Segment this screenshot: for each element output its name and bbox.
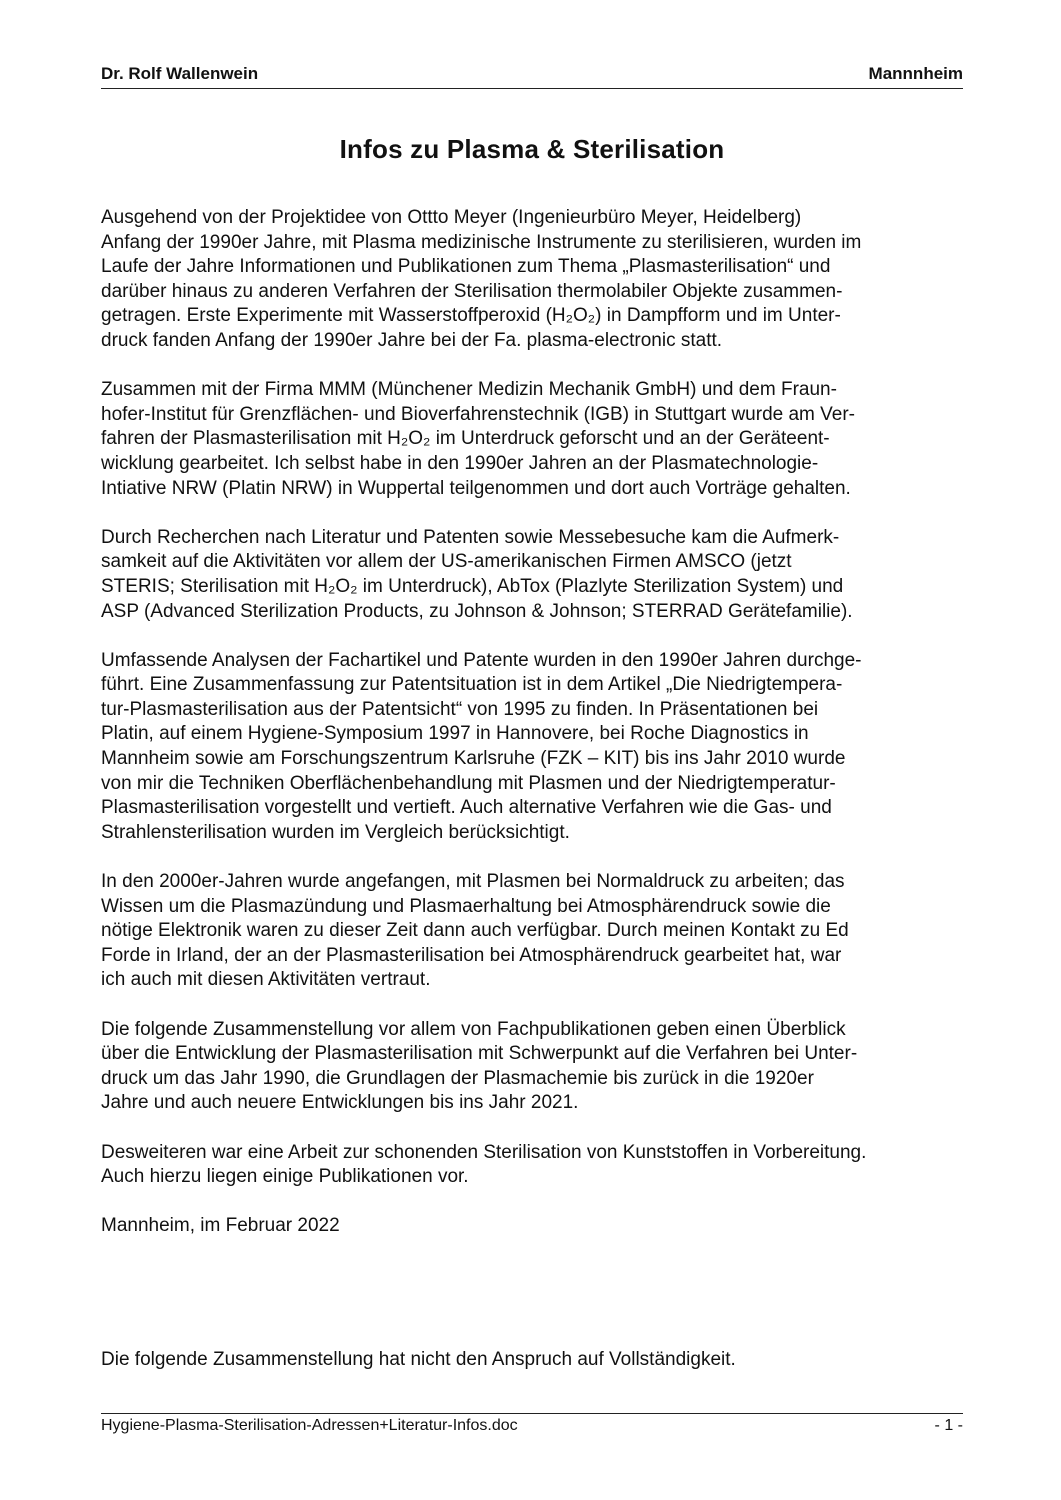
page-footer bbox=[101, 1413, 963, 1438]
text-line: druck fanden Anfang der 1990er Jahre bei der Fa. plasma-electronic statt. bbox=[101, 329, 723, 351]
text-line: STERIS; Sterilisation mit H₂O₂ im Unterdruck), AbTox (Plazlyte Sterilization System) und bbox=[101, 575, 844, 597]
text-line: von mir die Techniken Oberflächenbehandlung mit Plasmen und der Niedrigtemperatur- bbox=[101, 772, 836, 794]
text-line: druck um das Jahr 1990, die Grundlagen der Plasmachemie bis zurück in die 1920er bbox=[101, 1067, 814, 1089]
text-line: fahren der Plasmasterilisation mit H₂O₂ im Unterdruck geforscht und an der Geräteent- bbox=[101, 428, 830, 450]
text-line: Zusammen mit der Firma MMM (Münchener Medizin Mechanik GmbH) und dem Fraun- bbox=[101, 379, 837, 401]
text-line: Desweiteren war eine Arbeit zur schonenden Sterilisation von Kunststoffen in Vorbereitung. bbox=[101, 1141, 867, 1163]
paragraph bbox=[101, 526, 971, 624]
paragraph bbox=[101, 649, 971, 846]
text-line: Durch Recherchen nach Literatur und Patenten sowie Messebesuche kam die Aufmerk- bbox=[101, 526, 840, 548]
text-line: tur-Plasmasterilisation aus der Patentsicht“ von 1995 zu finden. In Präsentationen bei bbox=[101, 698, 819, 720]
text-line: darüber hinaus zu anderen Verfahren der Sterilisation thermolabiler Objekte zusammen- bbox=[101, 280, 843, 302]
text-line: über die Entwicklung der Plasmasterilisation mit Schwerpunkt auf die Verfahren bei Unter- bbox=[101, 1043, 858, 1065]
text-line: Jahre und auch neuere Entwicklungen bis ins Jahr 2021. bbox=[101, 1092, 579, 1114]
text-line: Ausgehend von der Projektidee von Ottto Meyer (Ingenieurbüro Meyer, Heidelberg) bbox=[101, 207, 802, 228]
text-line: Forde in Irland, der an der Plasmasterilisation bei Atmosphärendruck gearbeitet hat, war bbox=[101, 944, 842, 966]
text-line: nötige Elektronik waren zu dieser Zeit dann auch verfügbar. Durch meinen Kontakt zu Ed bbox=[101, 920, 849, 942]
text-line: Strahlensterilisation wurden im Vergleich berücksichtigt. bbox=[101, 821, 570, 843]
text-line: führt. Eine Zusammenfassung zur Patentsituation ist in dem Artikel „Die Niedrigtempera- bbox=[101, 674, 843, 696]
text-line: Platin, auf einem Hygiene-Symposium 1997 in Hannovere, bei Roche Diagnostics in bbox=[101, 723, 809, 745]
text-line: Auch hierzu liegen einige Publikationen vor. bbox=[101, 1166, 469, 1188]
text-line: Plasmasterilisation vorgestellt und vertieft. Auch alternative Verfahren wie die Gas- und bbox=[101, 797, 832, 819]
text-line: Mannheim sowie am Forschungszentrum Karlsruhe (FZK – KIT) bis ins Jahr 2010 wurde bbox=[101, 748, 846, 770]
paragraph bbox=[101, 870, 971, 993]
text-line: Mannheim, im Februar 2022 bbox=[101, 1215, 340, 1237]
footer-filename: Hygiene-Plasma-Sterilisation-Adressen+Literatur-Infos.doc bbox=[101, 1417, 518, 1434]
footer-page-number: - 1 - bbox=[934, 1417, 963, 1434]
text-line: Die folgende Zusammenstellung vor allem von Fachpublikationen geben einen Überblick bbox=[101, 1018, 846, 1040]
paragraph bbox=[101, 378, 971, 501]
text-line: In den 2000er-Jahren wurde angefangen, mit Plasmen bei Normaldruck zu arbeiten; das bbox=[101, 871, 845, 893]
text-line: getragen. Erste Experimente mit Wasserstoffperoxid (H₂O₂) in Dampfform und im Unter- bbox=[101, 305, 841, 327]
text-line: ich auch mit diesen Aktivitäten vertraut. bbox=[101, 969, 431, 991]
text-line: Umfassende Analysen der Fachartikel und Patente wurden in den 1990er Jahren durchge- bbox=[101, 649, 862, 671]
header-city: Mannnheim bbox=[868, 64, 963, 83]
text-line: Anfang der 1990er Jahre, mit Plasma medizinische Instrumente zu sterilisieren, wurden im bbox=[101, 231, 862, 253]
text-line: Intiative NRW (Platin NRW) in Wuppertal teilgenommen und dort auch Vorträge gehalten. bbox=[101, 477, 851, 499]
document-title: Infos zu Plasma & Sterilisation bbox=[339, 134, 725, 164]
completeness-note: Die folgende Zusammenstellung hat nicht den Anspruch auf Vollständigkeit. bbox=[101, 1349, 736, 1370]
date-line bbox=[101, 1214, 971, 1239]
paragraph bbox=[101, 206, 971, 354]
text-line: Laufe der Jahre Informationen und Publikationen zum Thema „Plasmasterilisation“ und bbox=[101, 256, 831, 278]
text-line: Wissen um die Plasmazündung und Plasmaerhaltung bei Atmosphärendruck sowie die bbox=[101, 895, 831, 917]
text-line: hofer-Institut für Grenzflächen- und Bioverfahrenstechnik (IGB) in Stuttgart wurde am Ver- bbox=[101, 403, 856, 425]
paragraph bbox=[101, 1018, 971, 1116]
page-header bbox=[101, 64, 963, 89]
text-line: ASP (Advanced Sterilization Products, zu Johnson & Johnson; STERRAD Gerätefamilie). bbox=[101, 600, 853, 622]
paragraph bbox=[101, 1141, 971, 1190]
text-line: wicklung gearbeitet. Ich selbst habe in den 1990er Jahren an der Plasmatechnologie- bbox=[101, 452, 819, 474]
text-line: samkeit auf die Aktivitäten vor allem der US-amerikanischen Firmen AMSCO (jetzt bbox=[101, 551, 792, 573]
body-text bbox=[101, 206, 971, 1264]
header-author: Dr. Rolf Wallenwein bbox=[101, 64, 259, 83]
